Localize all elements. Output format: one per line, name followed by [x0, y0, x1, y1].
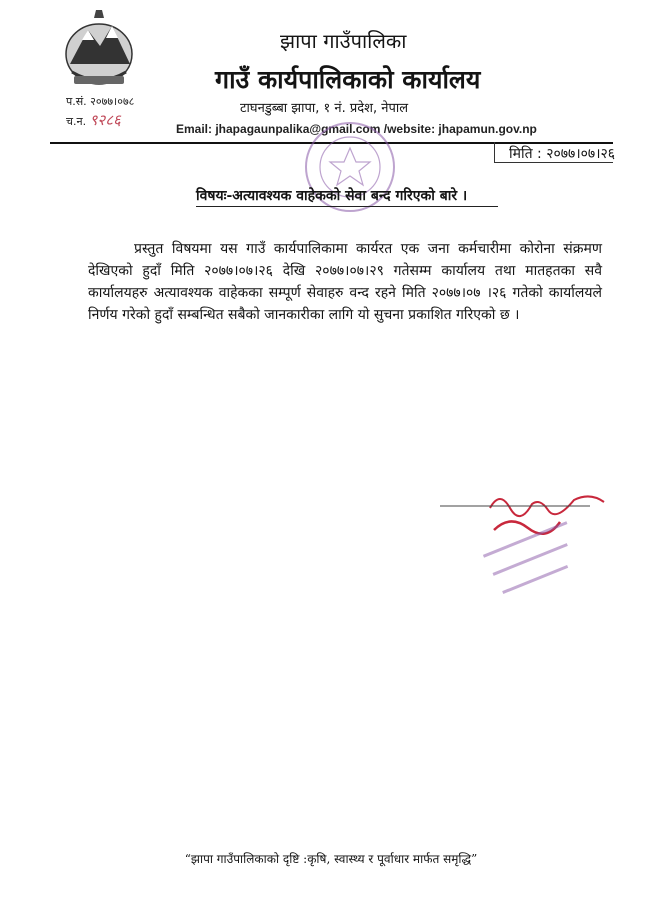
contact-info: Email: jhapagaunpalika@gmail.com /website: jhapamun.gov.np: [176, 122, 537, 136]
reference-number: प.सं. २०७७।०७८: [66, 95, 135, 108]
office-address: टाघनडुब्बा झापा, १ नं. प्रदेश, नेपाल: [240, 101, 409, 116]
office-title: गाउँ कार्यपालिकाको कार्यालय: [215, 65, 481, 94]
signature-icon: [440, 478, 620, 608]
subject-underline: [196, 206, 498, 207]
dispatch-label: च.न.: [66, 115, 87, 128]
notice-body: प्रस्तुत विषयमा यस गाउँ कार्यपालिकामा कार्यरत एक जना कर्मचारीमा कोरोना संक्रमण देखिएको हुदाँ मिति २०७७।०७।२६ देखि २०७७।०७।२९ गतेसम्म कार्यालय तथा मातहतका सवै कार्यालयहरु अत्यावश्यक वाहेकका सम्पूर्ण सेवाहरु वन्द रहने मिति २०७७।०७ ।२६ गतेको कार्यालयले निर्णय गरेको हुदाँ सम्बन्धित सबैको जानकारीका लागि यो सुचना प्रकाशित गरिएको छ ।: [88, 241, 602, 323]
dispatch-number: [66, 110, 121, 130]
office-municipality-name: झापा गाउँपालिका: [280, 29, 407, 53]
letter-date: मिति : २०७७।०७।२६: [509, 146, 616, 162]
letter-subject: विषयः-अत्यावश्यक वाहेकको सेवा बन्द गरिएको बारे ।: [196, 188, 468, 204]
footer-slogan: “झापा गाउँपालिकाको दृष्टि :कृषि, स्वास्थ्य र पूर्वाधार मार्फत समृद्धि”: [184, 852, 478, 866]
nepal-emblem-icon: [60, 6, 138, 92]
dispatch-value: ९२८६: [89, 111, 121, 129]
